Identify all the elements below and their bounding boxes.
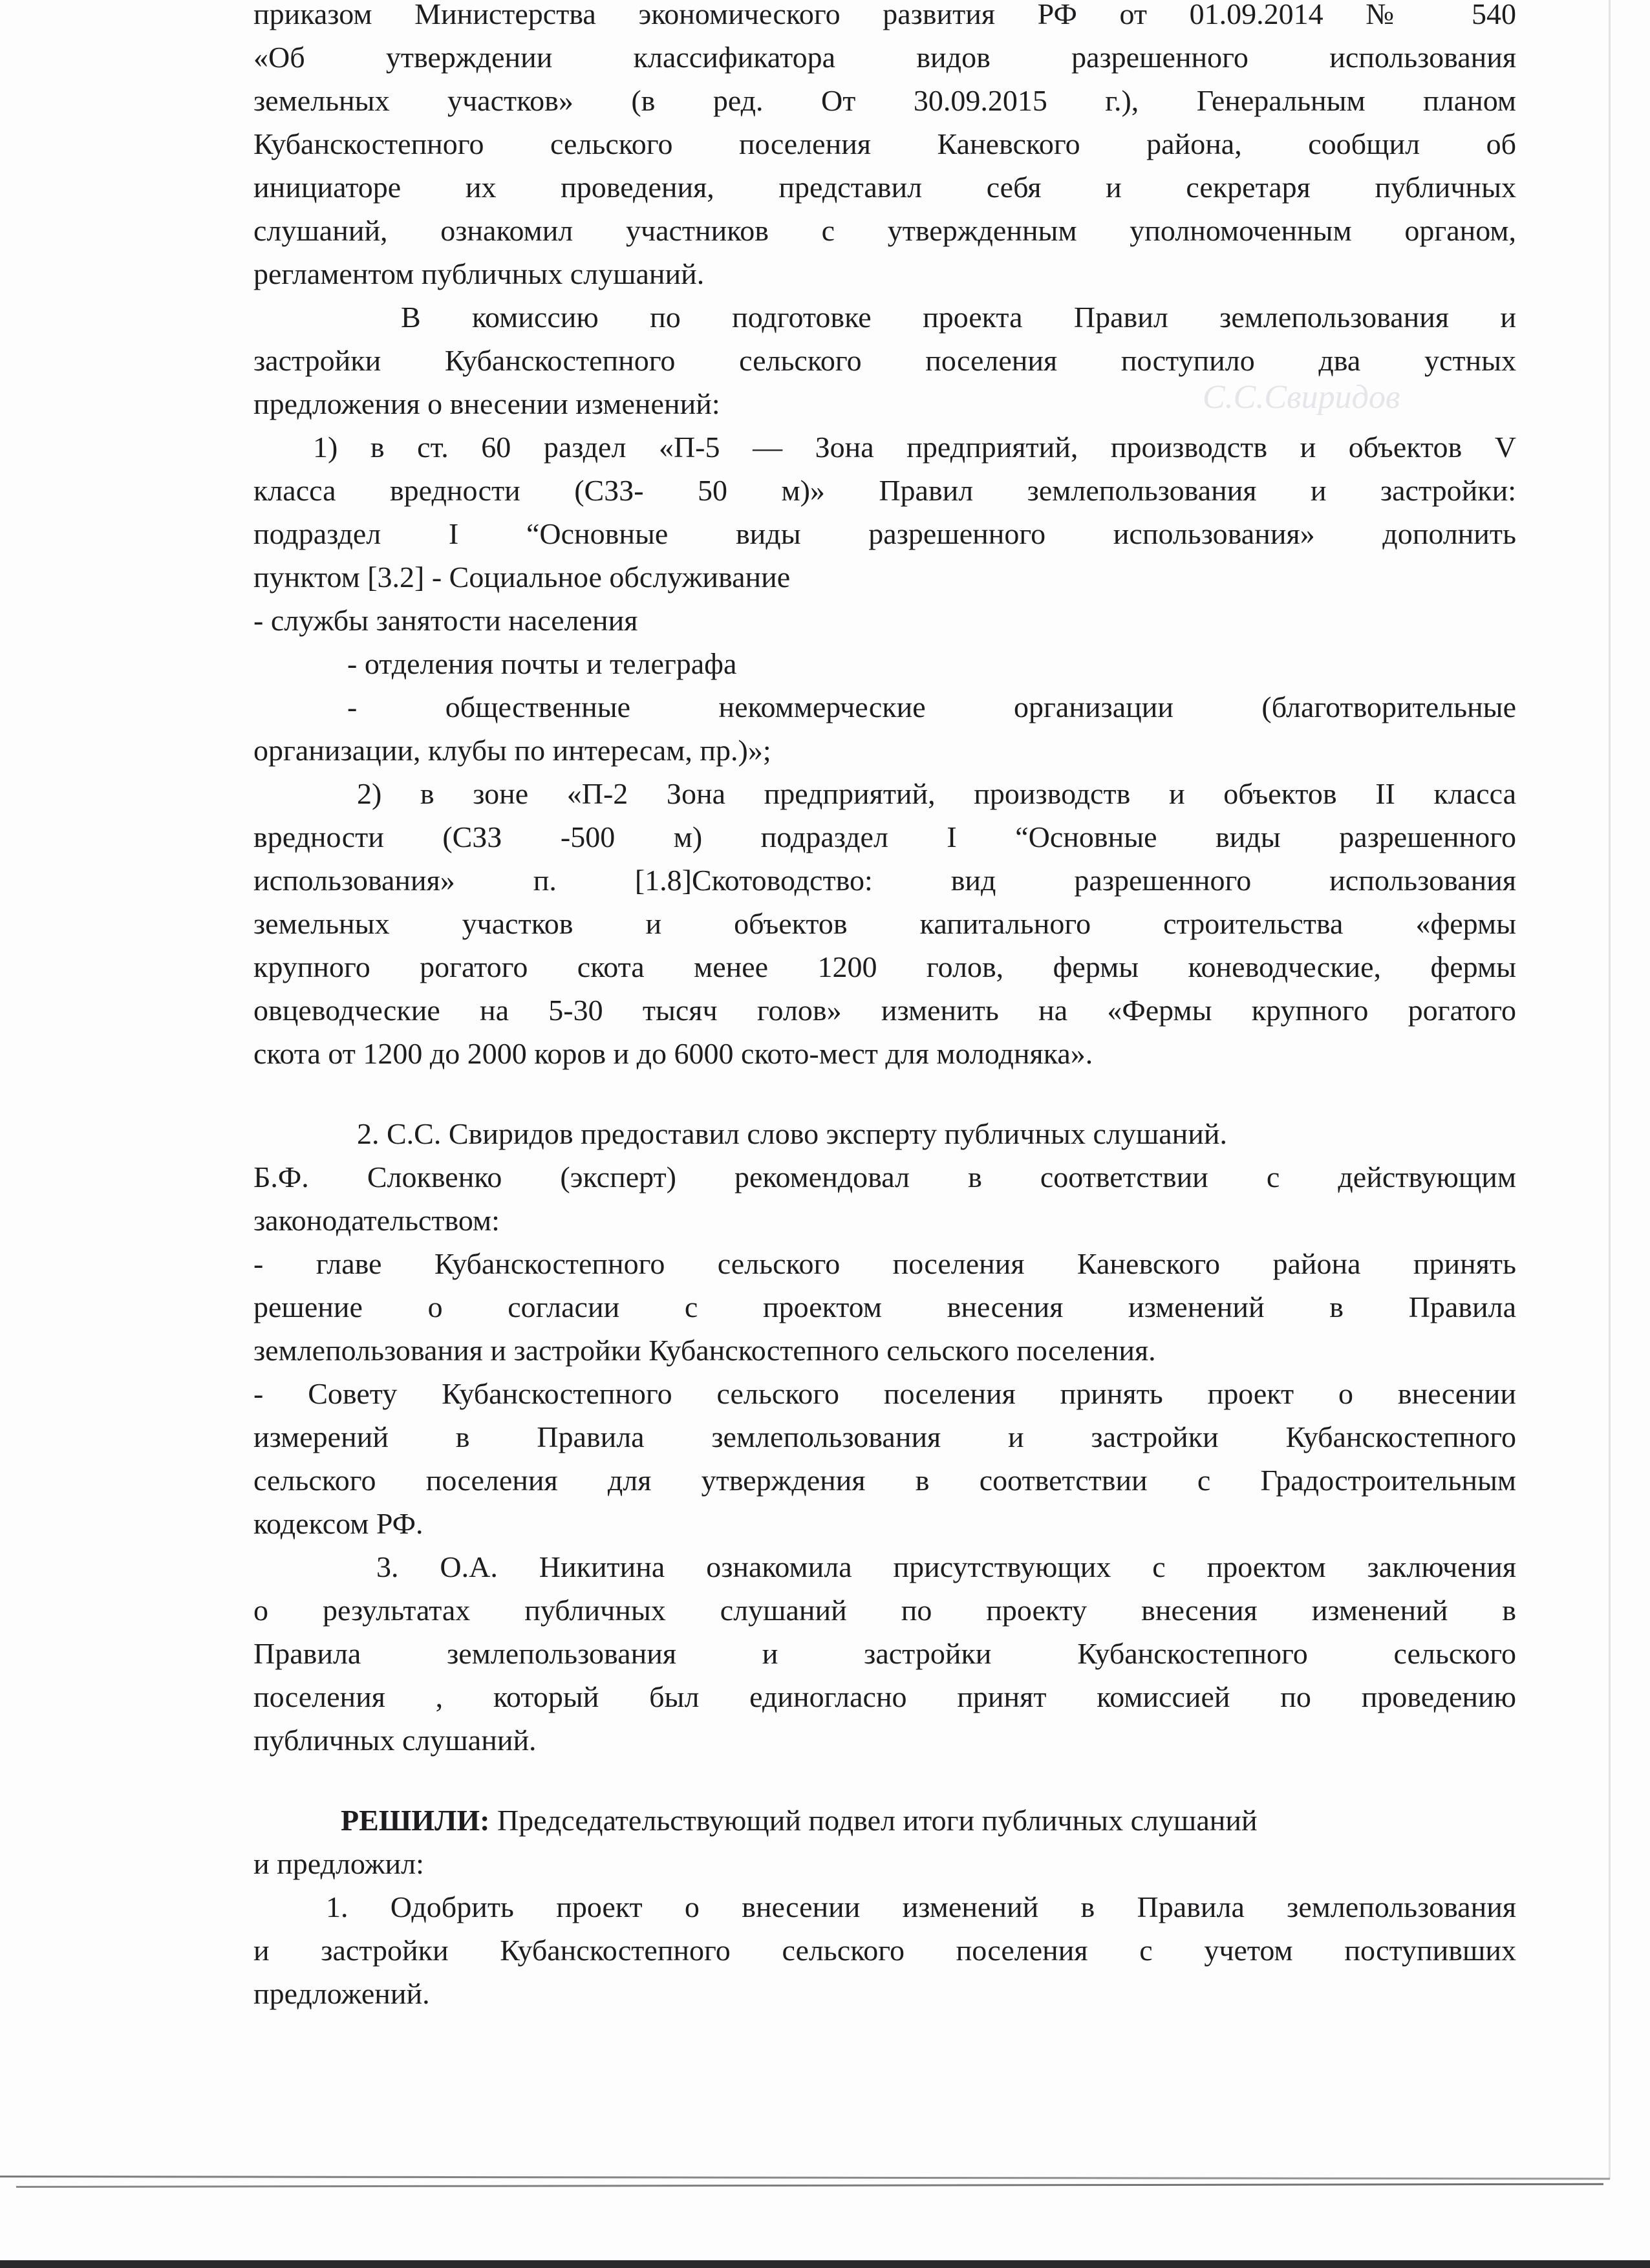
text-line: организации, клубы по интересам, пр.)»; [253, 734, 771, 767]
resolution-heading-line [341, 1803, 1603, 1839]
resolution-intro: Председательствующий подвел итоги публичных слушаний [497, 1804, 1258, 1837]
section-3-heading-line: 3. О.А. Никитина ознакомила присутствующих с проектом заключения [376, 1550, 1516, 1583]
underlying-page-edge [16, 2183, 1603, 2188]
text-line: приказом Министерства экономического развития РФ от 01.09.2014 № 540 [253, 0, 1516, 30]
text-line: класса вредности (СЗЗ- 50 м)» Правил землепользования и застройки: [253, 474, 1516, 507]
text-line: - главе Кубанскостепного сельского поселения Каневского района принять [253, 1247, 1516, 1280]
resolved-label: РЕШИЛИ: [341, 1804, 490, 1837]
text-line: овцеводческие на 5-30 тысяч голов» изменить на «Фермы крупного рогатого [253, 994, 1516, 1027]
text-line: пунктом [3.2] - Социальное обслуживание [253, 561, 791, 594]
text-line: законодательством: [253, 1204, 500, 1237]
text-line: Правила землепользования и застройки Кубанскостепного сельского [253, 1637, 1516, 1670]
list-item-1-line: 1) в ст. 60 раздел «П-5 — Зона предприятий, производств и объектов V [313, 431, 1516, 464]
text-line: предложений. [253, 1977, 430, 2010]
text-line: измерений в Правила землепользования и застройки Кубанскостепного [253, 1420, 1516, 1453]
bullet-line: - отделения почты и телеграфа [347, 647, 737, 680]
page-edge-right [1609, 0, 1611, 2179]
section-2-heading-line: 2. С.С. Свиридов предоставил слово эксперту публичных слушаний. [357, 1117, 1228, 1150]
text-line: земельных участков» (в ред. От 30.09.2015 г.), Генеральным планом [253, 84, 1516, 117]
scanner-bed-strip [0, 2260, 1650, 2268]
text-line: подраздел I “Основные виды разрешенного использования» дополнить [253, 517, 1516, 550]
text-line: вредности (СЗЗ -500 м) подраздел I “Основные виды разрешенного [253, 820, 1516, 853]
bullet-line: - общественные некоммерческие организации (благотворительные [347, 690, 1516, 723]
text-line: «Об утверждении классификатора видов разрешенного использования [253, 41, 1516, 74]
text-line: застройки Кубанскостепного сельского поселения поступило два устных [253, 344, 1516, 377]
text-line: Б.Ф. Слоквенко (эксперт) рекомендовал в соответствии с действующим [253, 1161, 1516, 1193]
text-line: крупного рогатого скота менее 1200 голов, фермы коневодческие, фермы [253, 950, 1516, 983]
text-line: предложения о внесении изменений: [253, 387, 720, 420]
page-edge-bottom [0, 2176, 1610, 2179]
text-line: слушаний, ознакомил участников с утвержденным уполномоченным органом, [253, 214, 1516, 247]
text-line: использования» п. [1.8]Скотоводство: вид разрешенного использования [253, 864, 1516, 897]
text-line: скота от 1200 до 2000 коров и до 6000 ското-мест для молодняка». [253, 1037, 1093, 1070]
text-line: Кубанскостепного сельского поселения Каневского района, сообщил об [253, 127, 1516, 160]
bullet-line: - службы занятости населения [253, 604, 638, 637]
text-line: регламентом публичных слушаний. [253, 257, 705, 290]
resolution-item-1-line: 1. Одобрить проект о внесении изменений в Правила землепользования [326, 1890, 1516, 1923]
text-line: кодексом РФ. [253, 1507, 423, 1540]
text-line: В комиссию по подготовке проекта Правил землепользования и [401, 301, 1516, 334]
text-line: сельского поселения для утверждения в соответствии с Градостроительным [253, 1464, 1516, 1497]
text-line: землепользования и застройки Кубанскостепного сельского поселения. [253, 1334, 1156, 1367]
text-line: - Совету Кубанскостепного сельского поселения принять проект о внесении [253, 1377, 1516, 1410]
bleed-through-signature-name: С.С.Свиридов [1203, 379, 1400, 416]
text-line: и предложил: [253, 1847, 424, 1880]
list-item-2-line: 2) в зоне «П-2 Зона предприятий, производств и объектов II класса [357, 777, 1516, 810]
text-line: решение о согласии с проектом внесения изменений в Правила [253, 1290, 1516, 1323]
text-line: о результатах публичных слушаний по проекту внесения изменений в [253, 1594, 1516, 1627]
text-line: публичных слушаний. [253, 1724, 537, 1757]
text-line: земельных участков и объектов капитального строительства «фермы [253, 907, 1516, 940]
text-line: и застройки Кубанскостепного сельского поселения с учетом поступивших [253, 1934, 1516, 1967]
text-line: поселения , который был единогласно принят комиссией по проведению [253, 1680, 1516, 1713]
text-line: инициаторе их проведения, представил себя и секретаря публичных [253, 171, 1516, 204]
